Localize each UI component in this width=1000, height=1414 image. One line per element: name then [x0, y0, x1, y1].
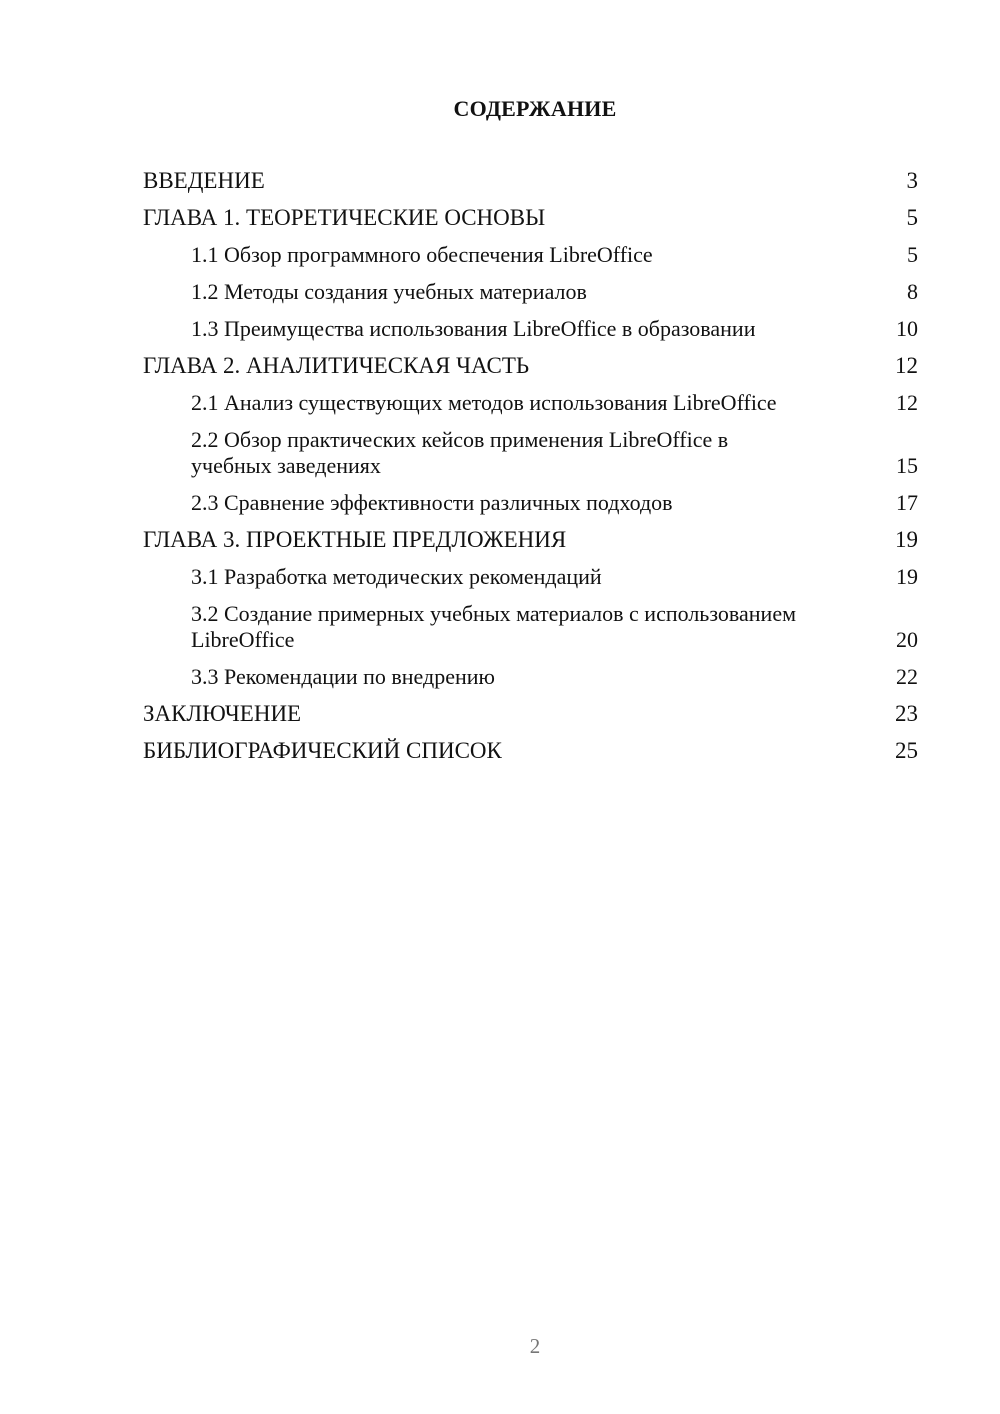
toc-entry-page: 5 [907, 242, 918, 267]
toc-entry[interactable] [143, 664, 918, 701]
toc-entry-label: 1.2 Методы создания учебных материалов [191, 279, 587, 304]
toc-entry-page: 15 [896, 453, 918, 478]
toc-entry-label: 2.1 Анализ существующих методов использования LibreOffice [191, 390, 777, 415]
toc-entry-page: 25 [895, 738, 918, 763]
toc-entry-page: 19 [895, 527, 918, 552]
toc-entry-page: 12 [896, 390, 918, 415]
toc-entry-label: 2.3 Сравнение эффективности различных подходов [191, 490, 673, 515]
toc-entry-label: 3.3 Рекомендации по внедрению [191, 664, 495, 689]
toc-entry-page: 17 [896, 490, 918, 515]
toc-entry[interactable] [143, 427, 918, 490]
toc-entry-page: 23 [895, 701, 918, 726]
page-number: 2 [529, 1334, 541, 1358]
toc-entry[interactable] [143, 390, 918, 427]
toc-entry-label: 1.3 Преимущества использования LibreOffice в образовании [191, 316, 756, 341]
toc-entry[interactable] [143, 738, 918, 775]
toc-entry-page: 22 [896, 664, 918, 689]
page-title: СОДЕРЖАНИЕ [453, 96, 617, 121]
toc-entry[interactable] [143, 316, 918, 353]
toc-entry[interactable] [143, 527, 918, 564]
toc-entry-label: ГЛАВА 3. ПРОЕКТНЫЕ ПРЕДЛОЖЕНИЯ [143, 527, 567, 552]
toc-entry-page: 12 [895, 353, 918, 378]
toc-entry[interactable] [143, 490, 918, 527]
toc-entry-label: ГЛАВА 2. АНАЛИТИЧЕСКАЯ ЧАСТЬ [143, 353, 530, 378]
toc-entry-page: 8 [907, 279, 918, 304]
toc-entry-label: ВВЕДЕНИЕ [143, 168, 265, 193]
toc-entry-page: 19 [896, 564, 918, 589]
toc-entry[interactable] [143, 701, 918, 738]
toc-entry-page: 20 [896, 627, 918, 652]
toc-entry-label: 1.1 Обзор программного обеспечения LibreOffice [191, 242, 653, 267]
toc-entry[interactable] [143, 242, 918, 279]
toc-entry[interactable] [143, 205, 918, 242]
toc-entry-label: 3.1 Разработка методических рекомендаций [191, 564, 602, 589]
toc-entry-label: ГЛАВА 1. ТЕОРЕТИЧЕСКИЕ ОСНОВЫ [143, 205, 546, 230]
toc-entry-label: ЗАКЛЮЧЕНИЕ [143, 701, 302, 726]
toc-entry-page: 3 [906, 168, 918, 193]
toc-entry-page: 10 [896, 316, 918, 341]
toc-entry-label: 2.2 Обзор практических кейсов применения LibreOffice в учебных заведениях [191, 427, 729, 478]
toc-entry[interactable] [143, 168, 918, 205]
table-of-contents [143, 168, 918, 775]
toc-entry-label: 3.2 Создание примерных учебных материалов с использованием LibreOffice [191, 601, 796, 652]
toc-entry[interactable] [143, 601, 918, 664]
toc-entry-page: 5 [906, 205, 918, 230]
toc-entry[interactable] [143, 279, 918, 316]
toc-entry-label: БИБЛИОГРАФИЧЕСКИЙ СПИСОК [143, 738, 502, 763]
toc-entry[interactable] [143, 353, 918, 390]
toc-entry[interactable] [143, 564, 918, 601]
